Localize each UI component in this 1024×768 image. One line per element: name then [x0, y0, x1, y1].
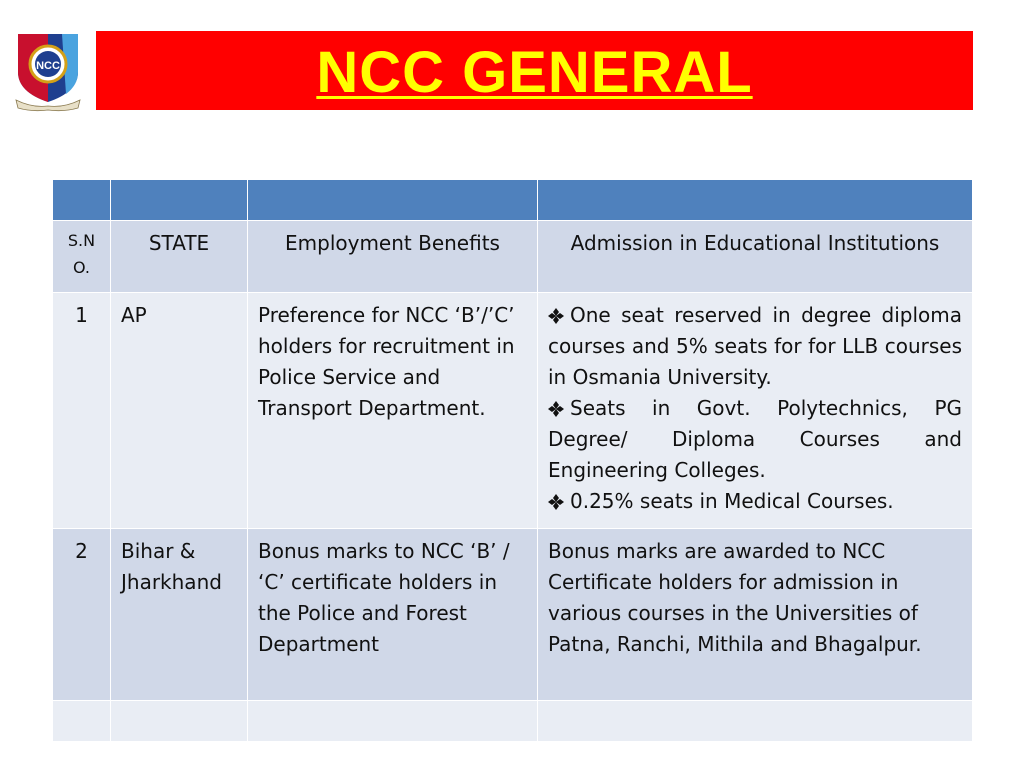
- row-employment: Preference for NCC ‘B’/’C’ holders for recruitment in Police Service and Transport Department.: [248, 293, 538, 529]
- row-sno: 1: [53, 293, 111, 529]
- admission-bullet-text: One seat reserved in degree diploma courses and 5% seats for for LLB courses in Osmania University.: [548, 303, 962, 389]
- diamond-bullet-icon: [548, 494, 564, 510]
- empty-cell: [53, 701, 111, 742]
- table-row-empty: [53, 701, 973, 742]
- col-header-admission: Admission in Educational Institutions: [538, 221, 973, 293]
- logo-emblem-text: NCC: [36, 60, 60, 72]
- empty-cell: [111, 701, 248, 742]
- col-header-state: STATE: [111, 221, 248, 293]
- header-cell: [111, 180, 248, 221]
- header-cell: [538, 180, 973, 221]
- row-sno: 2: [53, 529, 111, 701]
- header-cell: [248, 180, 538, 221]
- row-state: Bihar & Jharkhand: [111, 529, 248, 701]
- table-row: [53, 293, 973, 529]
- col-header-employment: Employment Benefits: [248, 221, 538, 293]
- table-column-headers: [53, 221, 973, 293]
- admission-bullet-text: 0.25% seats in Medical Courses.: [570, 489, 894, 513]
- admission-bullet: [548, 486, 962, 517]
- ncc-emblem-icon: [12, 30, 84, 112]
- table-header-band: [53, 180, 973, 221]
- row-employment: Bonus marks to NCC ‘B’ / ‘C’ certificate holders in the Police and Forest Department: [248, 529, 538, 701]
- admission-bullet: [548, 300, 962, 393]
- admission-bullet: [548, 393, 962, 486]
- header-cell: [53, 180, 111, 221]
- benefits-table: [52, 179, 973, 742]
- table-row: [53, 529, 973, 701]
- diamond-bullet-icon: [548, 401, 564, 417]
- row-state: AP: [111, 293, 248, 529]
- ncc-logo: [12, 30, 84, 112]
- row-admission: [538, 293, 973, 529]
- admission-bullet-text: Seats in Govt. Polytechnics, PG Degree/ Diploma Courses and Engineering Colleges.: [548, 396, 962, 482]
- diamond-bullet-icon: [548, 308, 564, 324]
- title-banner: [96, 31, 973, 110]
- row-admission: Bonus marks are awarded to NCC Certificate holders for admission in various courses in the Universities of Patna, Ranchi, Mithila and Bhagalpur.: [538, 529, 973, 701]
- empty-cell: [538, 701, 973, 742]
- empty-cell: [248, 701, 538, 742]
- page-title: NCC GENERAL: [316, 40, 753, 105]
- col-header-sno: S.N O.: [53, 221, 111, 293]
